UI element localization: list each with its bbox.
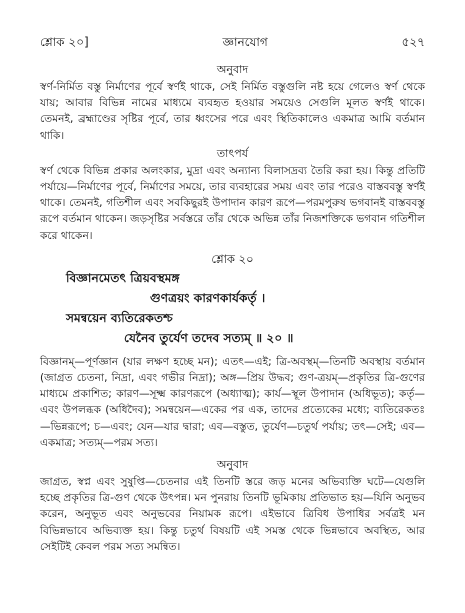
verse-heading: শ্লোক ২০ xyxy=(211,251,254,266)
synonyms-paragraph: বিজ্ঞানম্—পূর্ণজ্ঞান (যার লক্ষণ হচ্ছে মন); এতৎ—এই; ত্রি-অবস্থম্—তিনটি অবস্থায় বর্তমান (জাগ্রত চেতনা, নিদ্রা, এবং গভীর নিদ্রা); অঙ্গ—প্রিয় উদ্ধব; গুণ-ত্রয়ম্—প্রকৃতির ত্রি-গুণের মাধ্যমে প্রকাশিত; কারণ—সূক্ষ্ম কারণরূপে (অধ্যাত্ম); কার্য—স্থূল উপাদান (অধিভূত); কর্তৃ—এবং উপলব্ধক (অধিদৈব); সমন্বয়েন—একের পর এক, তাদের প্রত্যেকের মধ্যে; ব্যতিরেকতঃ—ভিন্নরূপে; চ—এবং; যেন—যার দ্বারা; এব—বস্তুত, তুর্যেণ—চতুর্থ পর্যায়; তৎ—সেই; এব—একমাত্র; সত্যম্—পরম সত্য। xyxy=(40,355,425,449)
verse-line-1: বিজ্ঞানমেতৎ ত্রিয়বস্থমঙ্গ xyxy=(66,270,180,285)
verse-line-3: সমন্বয়েন ব্যতিরেকতশ্চ xyxy=(66,310,173,325)
running-header xyxy=(40,34,425,50)
header-chapter-title: জ্ঞানযোগ xyxy=(222,35,268,49)
verse-line-2: গুণত্রয়ং কারণকার্যকর্তৃ । xyxy=(150,290,266,305)
translation-heading: অনুবাদ xyxy=(216,63,249,76)
header-verse-ref: শ্লোক ২০] xyxy=(40,35,89,49)
verse-line-4: যেনৈব তুর্যেণ তদেব সত্যম্ ॥ ২০ ॥ xyxy=(124,330,294,345)
translation-paragraph: স্বর্ণ-নির্মিত বস্তু নির্মাণের পূর্বে স্বর্ণই থাকে, সেই নির্মিত বস্তুগুলি নষ্ট হয়ে গেলেও স্বর্ণ থেকে যায়; আবার বিভিন্ন নামের মাধ্যমে ব্যবহৃত হওয়ার সময়েও সেগুলি মূলত স্বর্ণই থাকে। তেমনই, ব্রহ্মাণ্ডের সৃষ্টির পূর্বে, তার ধ্বংসের পরে এবং স্থিতিকালেও একমাত্র আমি বর্তমান থাকি। xyxy=(40,81,425,142)
purport-paragraph: স্বর্ণ থেকে বিভিন্ন প্রকার অলংকার, মুদ্রা এবং অন্যান্য বিলাসদ্রব্য তৈরি করা হয়। কিন্তু প্রতিটি পর্যায়ে—নির্মাণের পূর্বে, নির্মাণের সময়ে, তার ব্যবহারের সময় এবং তার পরেও বাস্তববস্তু স্বর্ণই থাকে। তেমনই, গতিশীল এবং সবকিছুরই উপাদান কারণ রূপে—পরমপুরুষ ভগবানই বাস্তববস্তু রূপে বর্তমান থাকেন। জড়সৃষ্টির সর্বস্তরে তাঁর থেকে অভিন্ন তাঁর নিজশক্তিকে ভগবান গতিশীল করে থাকেন। xyxy=(40,164,425,242)
translation-heading-2: অনুবাদ xyxy=(216,458,249,472)
purport-heading: তাৎপর্য xyxy=(216,146,249,160)
translation-paragraph-2: জাগ্রত, স্বপ্ন এবং সুষুপ্তি—চেতনার এই তিনটি স্তরে জড় মনের অভিব্যক্তি ঘটে—যেগুলি হচ্ছে প্রকৃতির ত্রি-গুণ থেকে উৎপন্ন। মন পুনরায় তিনটি ভূমিকায় প্রতিভাত হয়—যিনি অনুভব করেন, অনুভূত এবং অনুভবের নিয়ামক রূপে। এইভাবে ত্রিবিধ উপাধির সর্বত্রই মন বিভিন্নভাবে অভিব্যক্ত হয়। কিন্তু চতুর্থ বিষয়টি এই সমস্ত থেকে ভিন্নভাবে অবস্থিত, আর সেইটিই কেবল পরম সত্য সমন্বিত। xyxy=(40,476,425,553)
header-page-number: ৫২৭ xyxy=(401,35,425,49)
